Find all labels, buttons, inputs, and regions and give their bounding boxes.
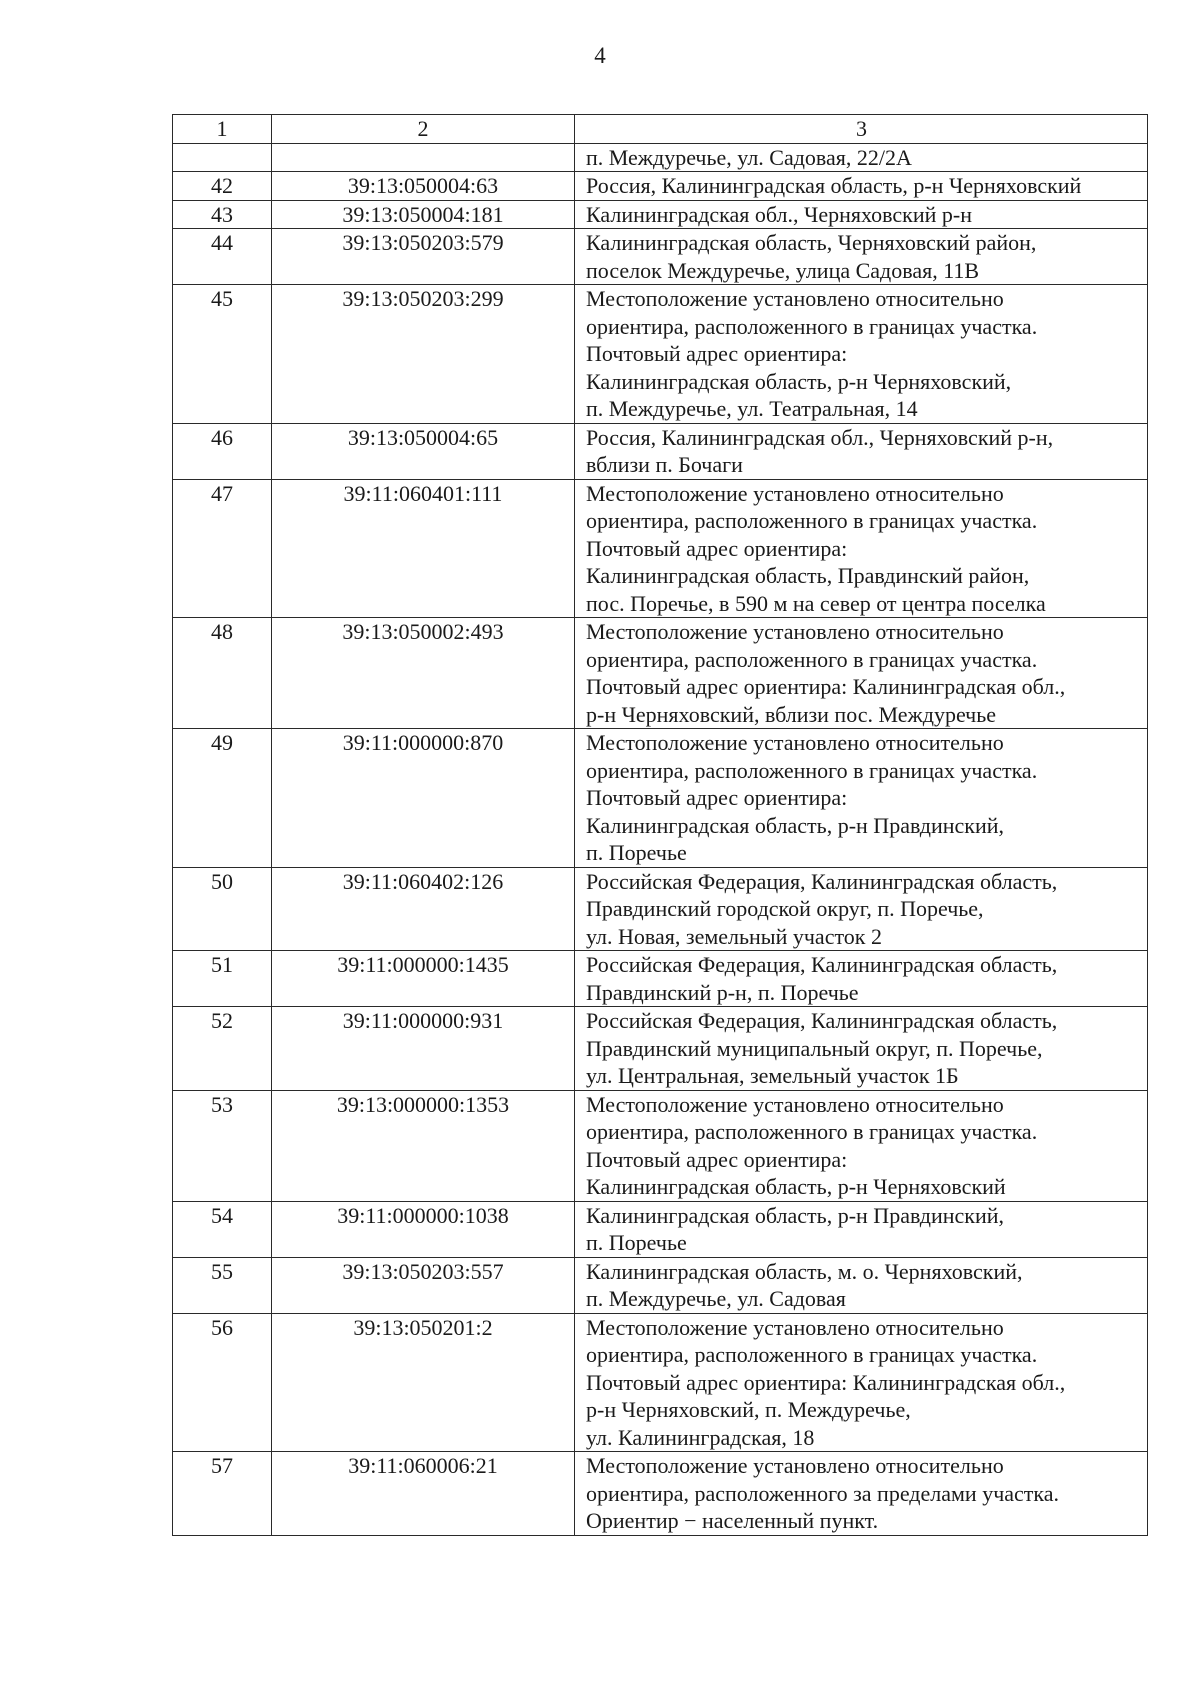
column-header-number: 1 xyxy=(173,115,272,144)
address-line: Почтовый адрес ориентира: xyxy=(586,1146,848,1172)
address-line: п. Поречье xyxy=(586,840,687,865)
address-line: ориентира, расположенного в границах участка. xyxy=(586,646,1038,672)
address-line: Калининградская область, р-н Правдинский, xyxy=(586,812,1005,838)
address-cell xyxy=(575,1007,1148,1091)
address-cell xyxy=(575,1452,1148,1536)
row-number-cell: 42 xyxy=(173,172,272,201)
address-line: Калининградская область, р-н Черняховский xyxy=(586,1174,1006,1199)
cadastral-number-cell: 39:13:050203:579 xyxy=(272,229,575,285)
address-line: Ориентир − населенный пункт. xyxy=(586,1508,879,1533)
table-row xyxy=(173,1452,1148,1536)
address-line: вблизи п. Бочаги xyxy=(586,452,743,477)
cadastral-number-cell: 39:13:050203:557 xyxy=(272,1257,575,1313)
address-cell xyxy=(575,867,1148,951)
table-row xyxy=(173,200,1148,229)
cadastral-number-cell: 39:11:060006:21 xyxy=(272,1452,575,1536)
address-line: ориентира, расположенного в границах участка. xyxy=(586,1342,1038,1367)
address-line: р-н Черняховский, п. Междуречье, xyxy=(586,1397,911,1422)
cadastral-number-cell xyxy=(272,143,575,172)
table-header-row xyxy=(173,115,1148,144)
address-cell xyxy=(575,423,1148,479)
address-line: Почтовый адрес ориентира: xyxy=(586,535,848,561)
cadastral-number-cell: 39:13:050201:2 xyxy=(272,1313,575,1452)
row-number-cell: 51 xyxy=(173,951,272,1007)
address-cell xyxy=(575,479,1148,618)
address-line: Калининградская область, Черняховский район, xyxy=(586,230,1037,255)
table-row xyxy=(173,618,1148,729)
row-number-cell: 43 xyxy=(173,200,272,229)
table-body xyxy=(173,115,1148,1536)
row-number-cell: 48 xyxy=(173,618,272,729)
address-cell xyxy=(575,143,1148,172)
address-line: ул. Новая, земельный участок 2 xyxy=(586,923,882,949)
table-row xyxy=(173,1201,1148,1257)
address-line: Российская Федерация, Калининградская область, xyxy=(586,868,1058,894)
address-line: Правдинский муниципальный округ, п. Поречье, xyxy=(586,1035,1043,1061)
table-row xyxy=(173,1313,1148,1452)
address-line: Российская Федерация, Калининградская область, xyxy=(586,1008,1058,1033)
address-line: Калининградская область, Правдинский район, xyxy=(586,563,1030,588)
address-line: Почтовый адрес ориентира: Калининградская обл., xyxy=(586,1369,1066,1395)
cadastral-number-cell: 39:13:050002:493 xyxy=(272,618,575,729)
cadastral-number-cell: 39:11:000000:870 xyxy=(272,729,575,868)
row-number-cell: 47 xyxy=(173,479,272,618)
row-number-cell: 45 xyxy=(173,285,272,424)
column-header-address: 3 xyxy=(575,115,1148,144)
address-line: Российская Федерация, Калининградская область, xyxy=(586,952,1058,977)
address-line: ориентира, расположенного в границах участка. xyxy=(586,508,1038,533)
address-line: Местоположение установлено относительно xyxy=(586,1453,1004,1478)
row-number-cell: 57 xyxy=(173,1452,272,1536)
table-row xyxy=(173,229,1148,285)
address-line: пос. Поречье, в 590 м на север от центра поселка xyxy=(586,590,1046,616)
row-number-cell: 49 xyxy=(173,729,272,868)
table-row xyxy=(173,172,1148,201)
address-line: Местоположение установлено относительно xyxy=(586,480,1004,506)
address-line: Калининградская обл., Черняховский р-н xyxy=(586,201,972,227)
page-number: 4 xyxy=(594,43,606,68)
land-plots-table xyxy=(172,114,1148,1536)
address-line: ул. Калининградская, 18 xyxy=(586,1424,815,1450)
address-line: Местоположение установлено относительно xyxy=(586,286,1004,311)
row-number-cell: 52 xyxy=(173,1007,272,1091)
row-number-cell: 46 xyxy=(173,423,272,479)
address-cell xyxy=(575,729,1148,868)
address-line: п. Поречье xyxy=(586,1230,687,1255)
table-row xyxy=(173,1090,1148,1201)
table-row xyxy=(173,423,1148,479)
cadastral-number-cell: 39:11:000000:931 xyxy=(272,1007,575,1091)
address-cell xyxy=(575,1201,1148,1257)
row-number-cell: 44 xyxy=(173,229,272,285)
address-line: п. Междуречье, ул. Садовая xyxy=(586,1286,846,1311)
address-line: Россия, Калининградская область, р-н Черняховский xyxy=(586,173,1082,198)
address-cell xyxy=(575,200,1148,229)
cadastral-number-cell: 39:13:000000:1353 xyxy=(272,1090,575,1201)
row-number-cell: 56 xyxy=(173,1313,272,1452)
table-row xyxy=(173,867,1148,951)
cadastral-number-cell: 39:13:050004:181 xyxy=(272,200,575,229)
address-line: р-н Черняховский, вблизи пос. Междуречье xyxy=(586,701,997,727)
address-line: ориентира, расположенного в границах участка. xyxy=(586,313,1038,339)
row-number-cell: 55 xyxy=(173,1257,272,1313)
table-row xyxy=(173,1007,1148,1091)
address-line: ориентира, расположенного за пределами участка. xyxy=(586,1480,1060,1506)
address-line: Калининградская область, р-н Правдинский, xyxy=(586,1202,1005,1228)
address-cell xyxy=(575,618,1148,729)
cadastral-number-cell: 39:11:000000:1435 xyxy=(272,951,575,1007)
row-number-cell xyxy=(173,143,272,172)
table-row xyxy=(173,285,1148,424)
address-cell xyxy=(575,1257,1148,1313)
table-row xyxy=(173,951,1148,1007)
address-line: ул. Центральная, земельный участок 1Б xyxy=(586,1063,959,1088)
address-line: ориентира, расположенного в границах участка. xyxy=(586,757,1038,783)
cadastral-number-cell: 39:11:060401:111 xyxy=(272,479,575,618)
address-line: Правдинский р-н, п. Поречье xyxy=(586,979,859,1005)
address-line: Местоположение установлено относительно xyxy=(586,1314,1004,1340)
address-line: Почтовый адрес ориентира: xyxy=(586,785,848,810)
address-cell xyxy=(575,1313,1148,1452)
column-header-cadastral: 2 xyxy=(272,115,575,144)
address-line: Россия, Калининградская обл., Черняховский р-н, xyxy=(586,424,1054,450)
address-line: Почтовый адрес ориентира: xyxy=(586,341,848,366)
cadastral-number-cell: 39:13:050004:65 xyxy=(272,423,575,479)
row-number-cell: 50 xyxy=(173,867,272,951)
address-line: Местоположение установлено относительно xyxy=(586,619,1004,644)
address-line: Калининградская область, р-н Черняховский, xyxy=(586,368,1012,394)
cadastral-number-cell: 39:13:050004:63 xyxy=(272,172,575,201)
address-line: поселок Междуречье, улица Садовая, 11В xyxy=(586,257,980,283)
address-cell xyxy=(575,951,1148,1007)
table-row xyxy=(173,729,1148,868)
address-cell xyxy=(575,1090,1148,1201)
row-number-cell: 54 xyxy=(173,1201,272,1257)
table-row-continuation xyxy=(173,143,1148,172)
address-line: п. Междуречье, ул. Садовая, 22/2А xyxy=(586,144,912,170)
row-number-cell: 53 xyxy=(173,1090,272,1201)
cadastral-number-cell: 39:13:050203:299 xyxy=(272,285,575,424)
cadastral-number-cell: 39:11:060402:126 xyxy=(272,867,575,951)
address-line: Правдинский городской округ, п. Поречье, xyxy=(586,896,984,921)
address-line: Местоположение установлено относительно xyxy=(586,730,1004,755)
address-cell xyxy=(575,172,1148,201)
address-line: п. Междуречье, ул. Театральная, 14 xyxy=(586,396,918,421)
address-cell xyxy=(575,229,1148,285)
cadastral-number-cell: 39:11:000000:1038 xyxy=(272,1201,575,1257)
table-row xyxy=(173,479,1148,618)
address-line: ориентира, расположенного в границах участка. xyxy=(586,1119,1038,1144)
address-line: Калининградская область, м. о. Черняховский, xyxy=(586,1258,1023,1284)
address-line: Почтовый адрес ориентира: Калининградская обл., xyxy=(586,674,1066,699)
address-cell xyxy=(575,285,1148,424)
table-row xyxy=(173,1257,1148,1313)
address-line: Местоположение установлено относительно xyxy=(586,1091,1004,1117)
